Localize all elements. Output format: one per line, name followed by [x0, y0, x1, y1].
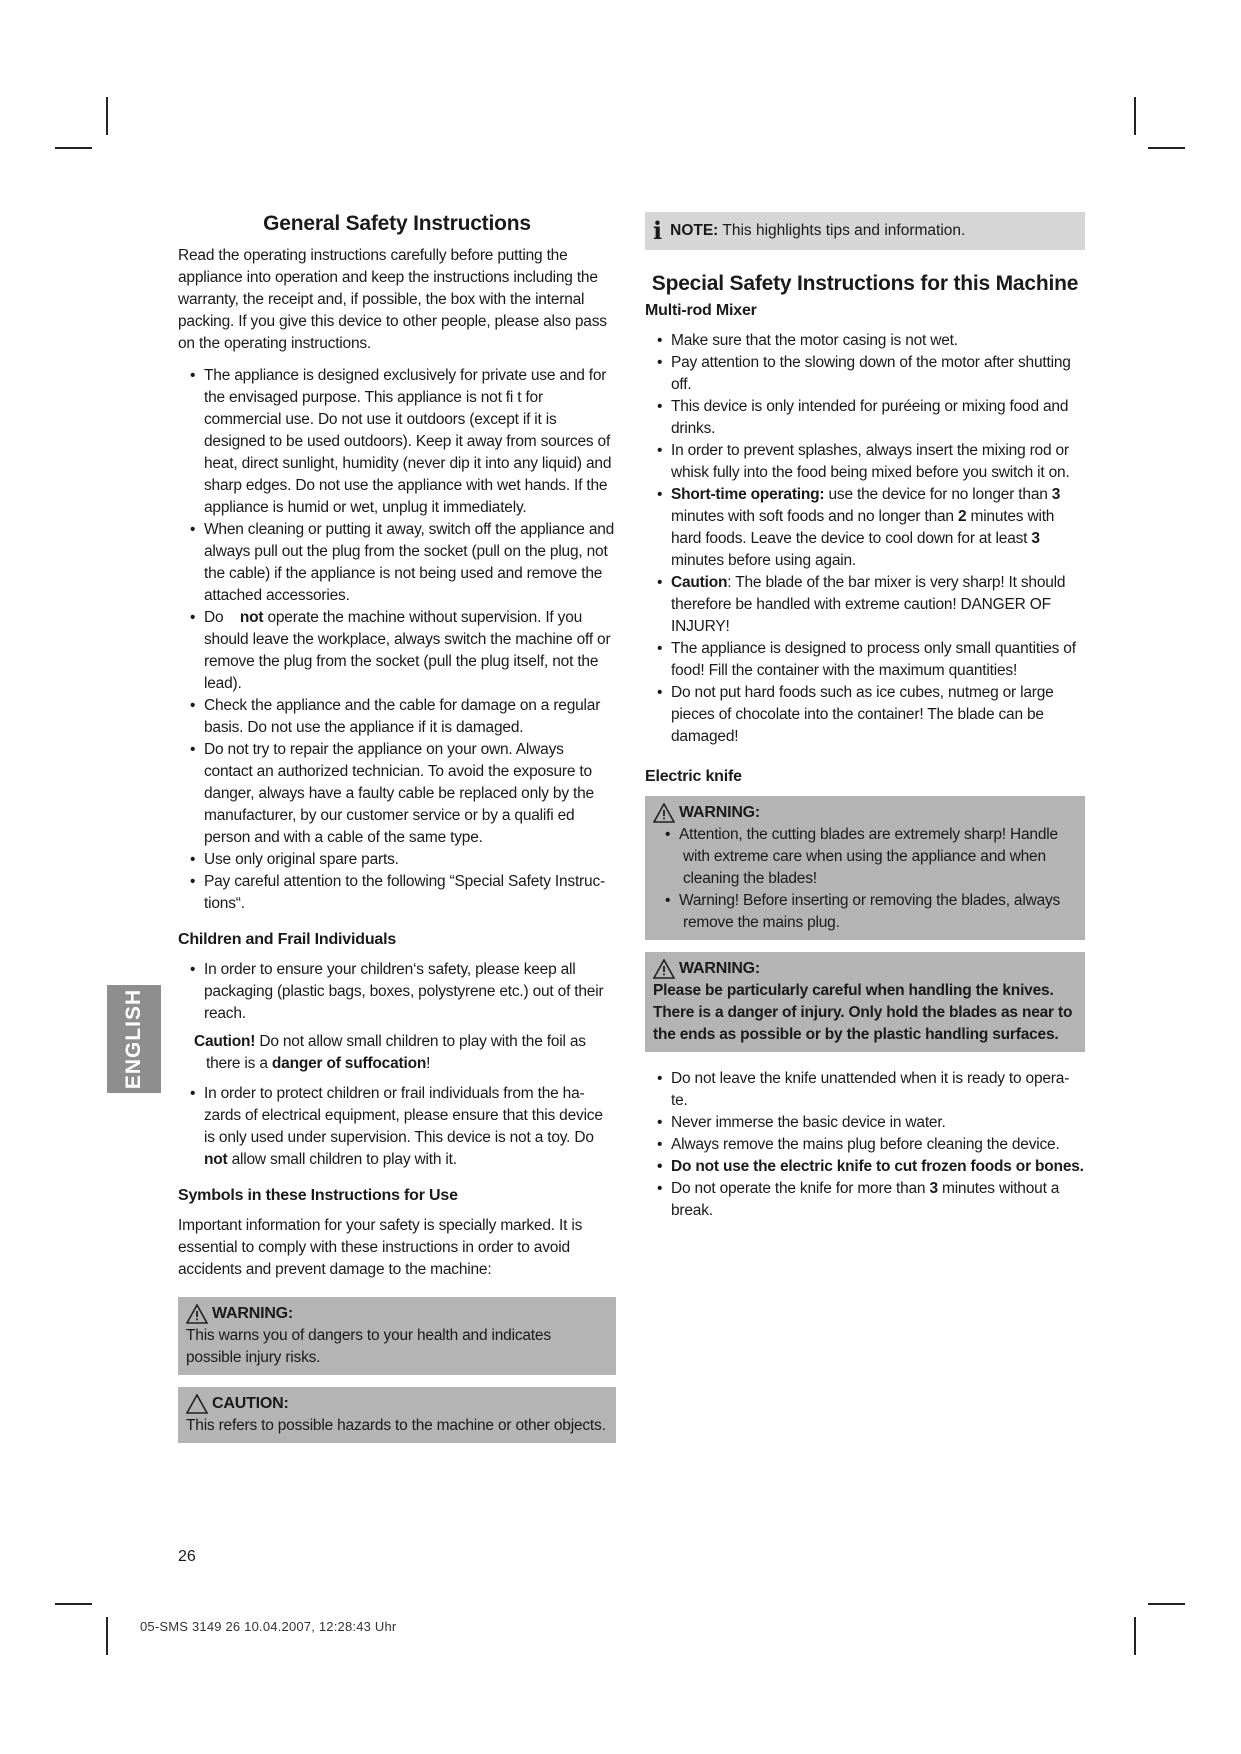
warning-triangle-icon	[653, 959, 675, 979]
knife-warning2-title: WARNING:	[679, 960, 761, 977]
st-n3: 3	[1031, 530, 1040, 547]
supervision-not: not	[239, 609, 264, 626]
crop-mark	[1134, 1617, 1136, 1655]
knife-last-pre: Do not operate the knife for more than	[671, 1180, 930, 1197]
knife-warning1-list	[653, 824, 1077, 934]
print-footer: 05-SMS 3149 26 10.04.2007, 12:28:43 Uhr	[140, 1619, 397, 1634]
knife-warning1-title: WARNING:	[679, 804, 761, 821]
crop-mark	[1148, 1603, 1185, 1605]
st-t1: use the device for no longer than	[824, 486, 1052, 503]
right-column	[645, 212, 1085, 1222]
supervision-do: Do	[204, 609, 224, 626]
general-bullets	[178, 365, 616, 915]
list-item: • The appliance is designed to process only small quantities of food! Fill the container with the maximum quantities!	[645, 638, 1085, 682]
note-label: NOTE:	[670, 222, 719, 239]
knife-warning-box-2	[645, 952, 1085, 1052]
note-line	[670, 220, 965, 242]
list-item: • Do not leave the knife unattended when it is ready to opera- te.	[645, 1068, 1085, 1112]
st-t3: minutes with hard foods. Leave the device to cool down for at least	[671, 508, 1055, 547]
list-item: • This device is only intended for puréeing or mixing food and drinks.	[645, 396, 1085, 440]
caution-text: This refers to possible hazards to the machine or other objects.	[186, 1417, 606, 1434]
warning-text: This warns you of dangers to your health and indicates possible injury risks.	[186, 1327, 551, 1366]
left-column	[178, 212, 616, 1443]
knife-warning1-title-row	[653, 802, 1077, 824]
list-item: • Make sure that the motor casing is not wet.	[645, 330, 1085, 352]
knife-warning2-title-row	[653, 958, 1077, 980]
special-safety-title: Special Safety Instructions for this Machine	[651, 272, 1079, 295]
suffocation-bold: danger of suffocation	[271, 1055, 427, 1072]
knife-heading: Electric knife	[645, 768, 742, 785]
supervision-rest: operate the machine without supervision. If you should leave the workplace, always switch the machine off or remove the plug from the socket (pull the plug itself, not the lead).	[204, 609, 611, 692]
caution-end: !	[426, 1055, 431, 1072]
info-icon: i	[653, 216, 663, 245]
children-b2-post: allow small children to play with it.	[227, 1151, 457, 1168]
list-item	[645, 1178, 1085, 1222]
crop-mark	[55, 1603, 92, 1605]
crop-mark	[1148, 147, 1185, 149]
children-b2-not: not	[204, 1151, 228, 1168]
list-item: • Do not put hard foods such as ice cubes, nutmeg or large pieces of chocolate into the container! The blade can be damaged!	[645, 682, 1085, 748]
warning-title: WARNING:	[212, 1305, 294, 1322]
caution-mid: Do not allow small children to play with the foil as there is a	[206, 1033, 586, 1072]
knife-last-bold: 3	[929, 1180, 938, 1197]
intro-text: Read the operating instructions carefully before putting the appliance into operation and keep the instructions including the warranty, the receipt and, if possible, the box with the internal packing. If you give this device to other people, please also pass on the operating instructions.	[178, 247, 607, 352]
page-number: 26	[178, 1548, 196, 1565]
list-item: • In order to ensure your children‘s safety, please keep all packaging (plastic bags, boxes, polystyrene etc.) out of their reach.	[178, 959, 616, 1025]
list-item	[645, 572, 1085, 638]
symbols-heading: Symbols in these Instructions for Use	[178, 1187, 458, 1204]
list-item	[645, 484, 1085, 572]
mixer-bullets	[645, 330, 1085, 748]
list-item: • Use only original spare parts.	[178, 849, 616, 871]
list-item: • Do not try to repair the appliance on your own. Always contact an authorized technician. To avoid the exposure to danger, always have a faulty cable be replaced only by the manufacturer, by our customer service or by a qualifi ed person and with a cable of the same type.	[178, 739, 616, 849]
caution-title-row	[186, 1393, 608, 1415]
list-item: • When cleaning or putting it away, switch off the appliance and always pull out the plug from the socket (pull on the plug, not the cable) if the appliance is not being used and remove the attached accessories.	[178, 519, 616, 607]
mixer-heading: Multi-rod Mixer	[645, 302, 757, 319]
st-n1: 3	[1051, 486, 1061, 503]
caution-title: CAUTION:	[212, 1395, 289, 1412]
note-box	[645, 212, 1085, 250]
warning-symbol-box	[178, 1297, 616, 1375]
crop-mark	[106, 1617, 108, 1655]
mixer-caution-label: Caution	[671, 574, 728, 591]
st-t4: minutes before using again.	[671, 552, 857, 569]
list-item: • Pay attention to the slowing down of the motor after shutting off.	[645, 352, 1085, 396]
st-t2: minutes with soft foods and no longer than	[671, 508, 958, 525]
language-tab	[107, 985, 161, 1093]
list-item: • Do not use the electric knife to cut frozen foods or bones.	[645, 1156, 1085, 1178]
mixer-caution-text: : The blade of the bar mixer is very sharp! It should therefore be handled with extreme caution! DANGER OF INJURY!	[671, 574, 1066, 635]
knife-warning2-text: Please be particularly careful when handling the knives. There is a danger of injury. Only hold the blades as near to the ends as possible or by the plastic handling surfaces.	[653, 982, 1073, 1043]
warning-triangle-icon	[653, 803, 675, 823]
caution-label: Caution!	[194, 1033, 256, 1050]
caution-symbol-box	[178, 1387, 616, 1443]
children-heading: Children and Frail Individuals	[178, 931, 397, 948]
suffocation-caution	[186, 1031, 616, 1075]
children-list-1	[178, 959, 616, 1025]
children-b2-pre: In order to protect children or frail individuals from the ha- zards of electrical equipment, please ensure that this device is only used under supervision. This device is not a toy. Do	[204, 1085, 603, 1146]
crop-mark	[55, 147, 92, 149]
list-item: • Check the appliance and the cable for damage on a regular basis. Do not use the appliance if it is damaged.	[178, 695, 616, 739]
list-item	[178, 1083, 616, 1171]
list-item: • In order to prevent splashes, always insert the mixing rod or whisk fully into the food being mixed before you switch it on.	[645, 440, 1085, 484]
warning-title-row	[186, 1303, 608, 1325]
children-list-2	[178, 1083, 616, 1171]
list-item: • Never immerse the basic device in water.	[645, 1112, 1085, 1134]
knife-last-post: minutes without a break.	[671, 1180, 1060, 1219]
knife-warning-box-1	[645, 796, 1085, 940]
crop-mark	[1134, 97, 1136, 135]
crop-mark	[106, 97, 108, 135]
st-n2: 2	[957, 508, 967, 525]
list-item: • Attention, the cutting blades are extremely sharp! Handle with extreme care when using the appliance and when cleaning the blades!	[653, 824, 1077, 890]
list-item: • Pay careful attention to the following “Special Safety Instruc- tions“.	[178, 871, 616, 915]
general-safety-title: General Safety Instructions	[263, 212, 531, 235]
symbols-text: Important information for your safety is specially marked. It is essential to comply with these instructions in order to avoid accidents and prevent damage to the machine:	[178, 1217, 583, 1278]
knife-bullets	[645, 1068, 1085, 1222]
list-item: • Warning! Before inserting or removing the blades, always remove the mains plug.	[653, 890, 1077, 934]
short-time-label: Short-time operating:	[671, 486, 825, 503]
caution-triangle-icon	[186, 1394, 208, 1414]
list-item	[178, 607, 616, 695]
language-tab-label: ENGLISH	[122, 988, 145, 1090]
list-item: • Always remove the mains plug before cleaning the device.	[645, 1134, 1085, 1156]
note-text: This highlights tips and information.	[718, 222, 966, 239]
list-item: • The appliance is designed exclusively for private use and for the envisaged purpose. This appliance is not fi t for commercial use. Do not use it outdoors (except if it is designed to be used outdoors). Keep it away from sources of heat, direct sunlight, humidity (never dip it into any liquid) and sharp edges. Do not use the appliance with wet hands. If the appliance is humid or wet, unplug it immediately.	[178, 365, 616, 519]
warning-triangle-icon	[186, 1304, 208, 1324]
